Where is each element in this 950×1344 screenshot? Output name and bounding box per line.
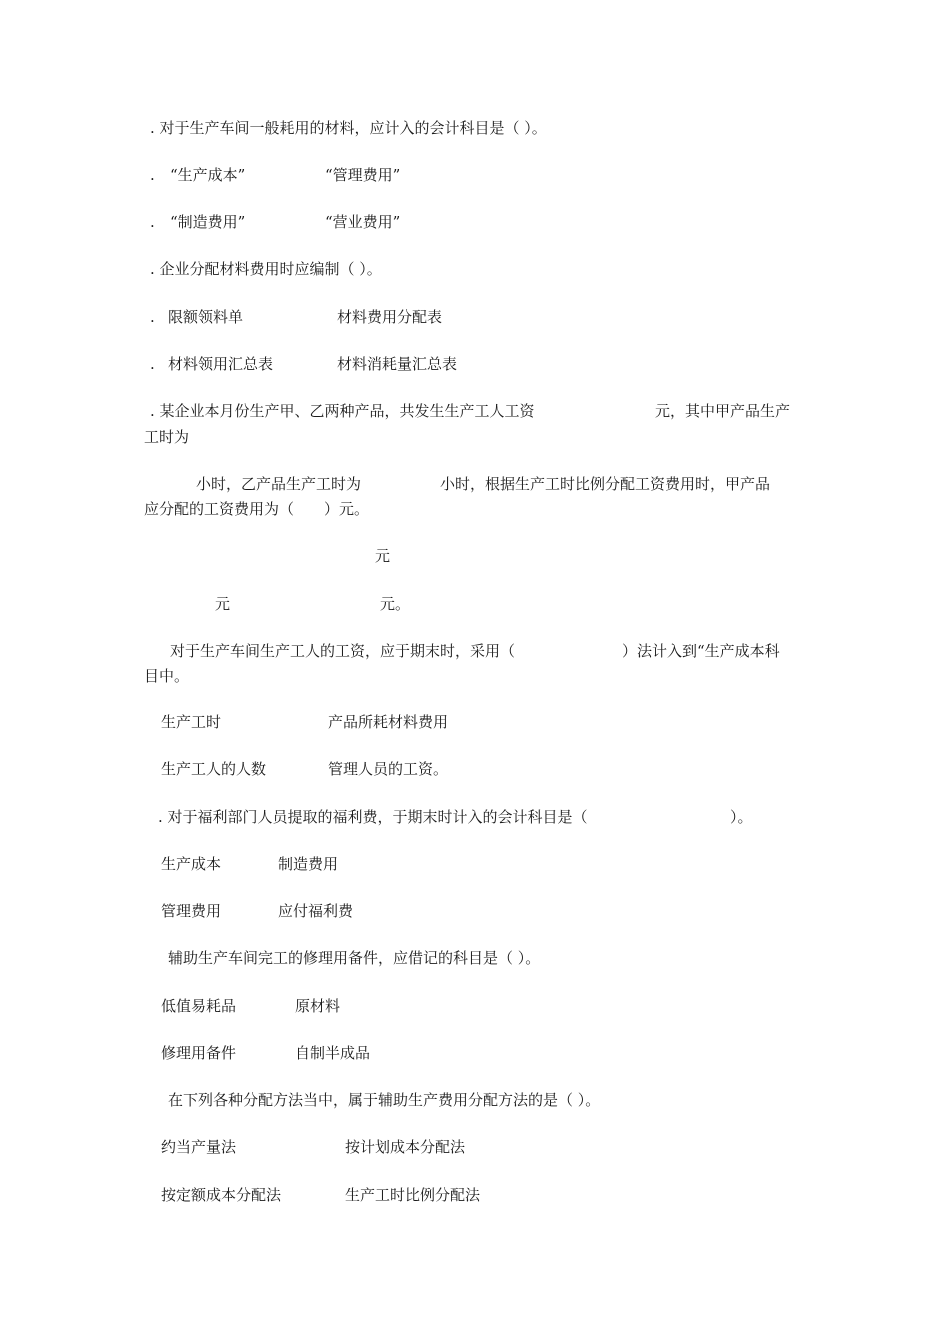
q3-line1-part-a: . 某企业本月份生产甲、乙两种产品，共发生生产工人工资 [150,402,535,420]
option-b: 材料费用分配表 [337,308,443,326]
q3-line3-part-a: 小时，乙产品生产工时为 [196,475,362,493]
option-d: 材料消耗量汇总表 [337,355,458,373]
option-b: “管理费用” [325,166,401,184]
option-d: 生产工时比例分配法 [345,1186,481,1204]
option-d: “营业费用” [325,213,401,231]
question-1-stem: . 对于生产车间一般耗用的材料，应计入的会计科目是（ ）。 [150,119,547,137]
q4-line1-part-a: 对于生产车间生产工人的工资，应于期末时，采用（ [170,642,516,660]
option-c: 修理用备件 [161,1044,237,1062]
option-d: 自制半成品 [295,1044,371,1062]
q3-line3-part-b: 小时，根据生产工时比例分配工资费用时，甲产品 [440,475,771,493]
option-c: “制造费用” [170,213,246,231]
q3-option-d: 元。 [380,595,411,613]
option-d: 管理人员的工资。 [328,760,449,778]
question-7-options-row-2 [161,1185,561,1245]
option-b: 按计划成本分配法 [345,1138,466,1156]
option-a: 约当产量法 [161,1138,237,1156]
option-a: “生产成本” [170,166,246,184]
question-7-stem: 在下列各种分配方法当中，属于辅助生产费用分配方法的是（ ）。 [168,1091,601,1109]
question-4-line-1 [144,641,810,701]
option-lead: . [150,213,155,231]
q5-stem-part-a: . 对于福利部门人员提取的福利费，于期末时计入的会计科目是（ [158,808,588,826]
question-3-line-2: 工时为 [144,428,190,446]
option-c: 按定额成本分配法 [161,1186,282,1204]
option-c: 生产工人的人数 [161,760,267,778]
option-lead: . [150,355,155,373]
question-3-line-4: 应分配的工资费用为（ ）元。 [144,500,370,518]
q3-option-c: 元 [215,595,231,613]
option-d: 应付福利费 [278,902,354,920]
option-a: 生产工时 [161,713,222,731]
option-b: 制造费用 [278,855,339,873]
q4-line1-part-b: ）法计入到“生产成本科 [622,642,780,660]
option-a: 低值易耗品 [161,997,237,1015]
option-c: 管理费用 [161,902,222,920]
question-6-stem: 辅助生产车间完工的修理用备件，应借记的科目是（ ）。 [168,949,541,967]
option-lead: . [150,166,155,184]
question-2-stem: . 企业分配材料费用时应编制（ ）。 [150,260,382,278]
question-1-options-row-2 [150,212,550,292]
q3-option-a: 元 [375,547,391,565]
option-c: 材料领用汇总表 [168,355,274,373]
option-b: 产品所耗材料费用 [328,713,449,731]
question-4-line-2: 目中。 [144,667,190,685]
option-b: 原材料 [295,997,341,1015]
question-3-line-1 [150,401,810,461]
option-a: 限额领料单 [168,308,244,326]
q5-stem-part-b: ）。 [730,808,753,826]
option-a: 生产成本 [161,855,222,873]
q3-line1-part-b: 元，其中甲产品生产 [655,402,791,420]
option-lead: . [150,308,155,326]
